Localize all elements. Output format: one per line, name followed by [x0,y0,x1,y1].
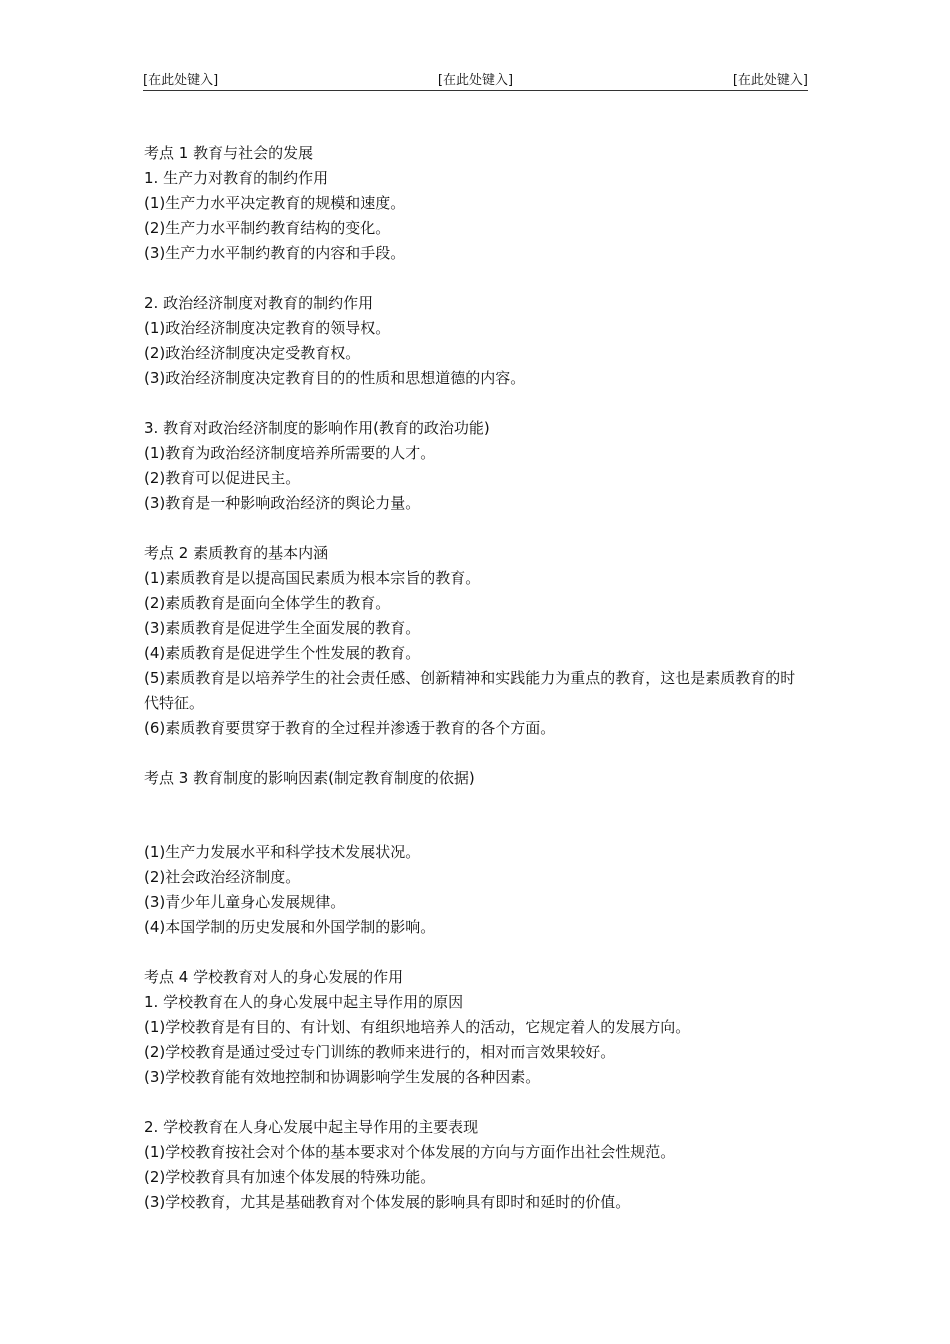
list-item: (3)学校教育，尤其是基础教育对个体发展的影响具有即时和延时的价值。 [144,1193,631,1211]
subsection-heading: 3. 教育对政治经济制度的影响作用(教育的政治功能) [144,419,490,437]
section-1 [144,141,810,266]
list-item: (2)社会政治经济制度。 [144,868,301,886]
section-6 [144,840,810,940]
section-heading: 考点 2 素质教育的基本内涵 [144,544,329,562]
spacer [144,391,810,416]
list-item: (2)学校教育具有加速个体发展的特殊功能。 [144,1168,436,1186]
document-body [144,141,810,1215]
list-item: (1)生产力发展水平和科学技术发展状况。 [144,843,421,861]
section-2 [144,291,810,391]
list-item: (2)生产力水平制约教育结构的变化。 [144,219,391,237]
section-heading: 考点 3 教育制度的影响因素(制定教育制度的依据) [144,769,475,787]
list-item: (1)政治经济制度决定教育的领导权。 [144,319,391,337]
list-item: (1)素质教育是以提高国民素质为根本宗旨的教育。 [144,569,481,587]
spacer [144,940,810,965]
subsection-heading: 1. 学校教育在人的身心发展中起主导作用的原因 [144,993,464,1011]
header-center-placeholder: [在此处键入] [437,73,514,88]
list-item: (1)学校教育按社会对个体的基本要求对个体发展的方向与方面作出社会性规范。 [144,1143,676,1161]
list-item: (1)生产力水平决定教育的规模和速度。 [144,194,406,212]
section-heading: 考点 4 学校教育对人的身心发展的作用 [144,968,404,986]
subsection-heading: 1. 生产力对教育的制约作用 [144,169,329,187]
spacer [144,266,810,291]
list-item: (3)生产力水平制约教育的内容和手段。 [144,244,406,262]
list-item: (3)学校教育能有效地控制和协调影响学生发展的各种因素。 [144,1068,541,1086]
list-item: (2)素质教育是面向全体学生的教育。 [144,594,391,612]
list-item: (3)政治经济制度决定教育目的的性质和思想道德的内容。 [144,369,526,387]
spacer [144,516,810,541]
list-item: (3)教育是一种影响政治经济的舆论力量。 [144,494,421,512]
list-item: (3)素质教育是促进学生全面发展的教育。 [144,619,421,637]
list-item: (5)素质教育是以培养学生的社会责任感、创新精神和实践能力为重点的教育，这也是素质教育的时代特征。 [144,669,796,712]
list-item: (1)学校教育是有目的、有计划、有组织地培养人的活动，它规定着人的发展方向。 [144,1018,691,1036]
spacer [144,791,810,840]
list-item: (1)教育为政治经济制度培养所需要的人才。 [144,444,436,462]
list-item: (2)政治经济制度决定受教育权。 [144,344,361,362]
list-item: (2)教育可以促进民主。 [144,469,301,487]
spacer [144,741,810,766]
header-left-placeholder: [在此处键入] [143,73,219,88]
section-heading: 考点 1 教育与社会的发展 [144,144,314,162]
section-3 [144,416,810,516]
list-item: (4)本国学制的历史发展和外国学制的影响。 [144,918,436,936]
list-item: (6)素质教育要贯穿于教育的全过程并渗透于教育的各个方面。 [144,719,556,737]
header-right-placeholder: [在此处键入] [732,73,808,88]
subsection-heading: 2. 政治经济制度对教育的制约作用 [144,294,374,312]
subsection-heading: 2. 学校教育在人身心发展中起主导作用的主要表现 [144,1118,479,1136]
list-item: (4)素质教育是促进学生个性发展的教育。 [144,644,421,662]
list-item: (2)学校教育是通过受过专门训练的教师来进行的，相对而言效果较好。 [144,1043,616,1061]
section-4 [144,541,810,741]
spacer [144,1090,810,1115]
section-7 [144,965,810,1090]
page-header [143,72,808,91]
section-5 [144,766,810,791]
section-8 [144,1115,810,1215]
list-item: (3)青少年儿童身心发展规律。 [144,893,346,911]
